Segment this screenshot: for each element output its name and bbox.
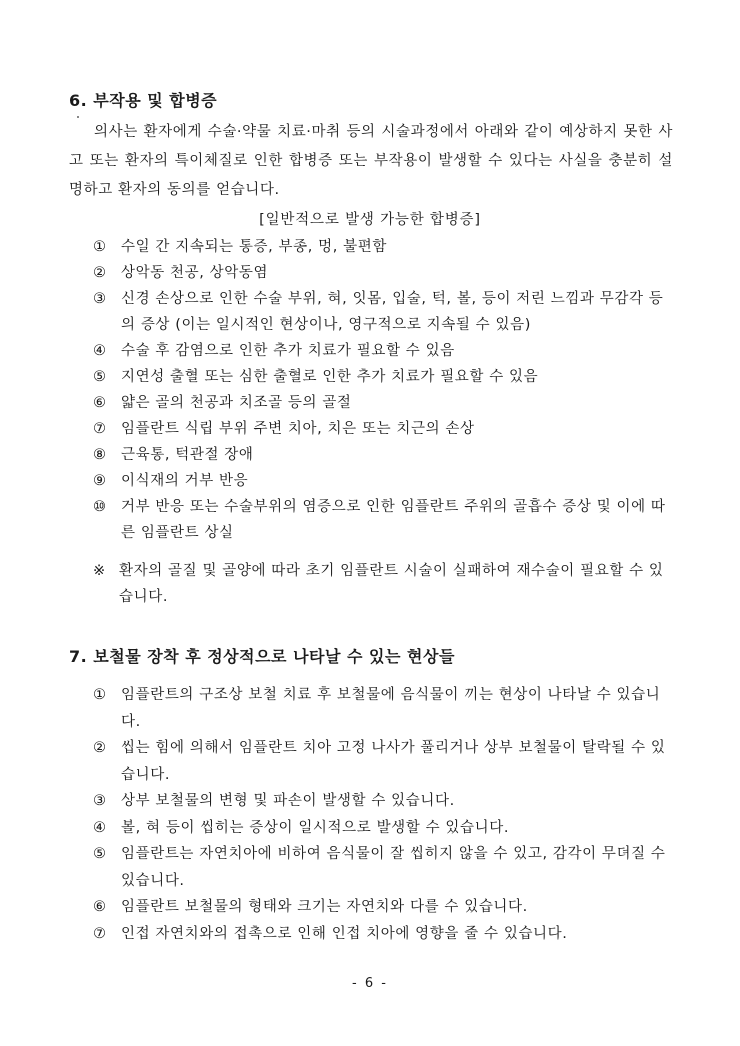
complication-item — [93, 260, 673, 286]
phenomenon-item — [93, 735, 673, 788]
complication-item — [93, 468, 673, 494]
complications-subheading: [일반적으로 발생 가능한 합병증] — [259, 212, 481, 228]
section-6-title: 6. 부작용 및 합병증 — [69, 91, 218, 110]
section-6-note — [93, 558, 673, 610]
complication-item — [93, 364, 673, 390]
phenomenon-item-text: 볼, 혀 등이 씹히는 증상이 일시적으로 발생할 수 있습니다. — [121, 819, 510, 836]
complication-item-number: ⑩ — [93, 499, 107, 515]
complication-item — [93, 494, 673, 546]
complication-item-text: 지연성 출혈 또는 심한 출혈로 인한 추가 치료가 필요할 수 있음 — [121, 369, 539, 385]
complication-item — [93, 234, 673, 260]
complication-item-number: ⑤ — [93, 369, 107, 385]
complication-item-text: 수일 간 지속되는 통증, 부종, 멍, 불편함 — [121, 239, 387, 255]
phenomenon-item-number: ① — [93, 687, 107, 703]
complication-item-text: 이식재의 거부 반응 — [121, 473, 249, 489]
normal-phenomena-list — [93, 682, 673, 947]
phenomenon-item-number: ④ — [93, 819, 107, 836]
phenomenon-item-text: 인접 자연치와의 접촉으로 인해 인접 치아에 영향을 줄 수 있습니다. — [121, 925, 568, 942]
page-number: - 6 - — [352, 976, 388, 991]
complication-item-text: 상악동 천공, 상악동염 — [121, 265, 269, 281]
complication-item-number: ⑧ — [93, 447, 107, 463]
complication-item-number: ④ — [93, 343, 107, 359]
phenomenon-item-number: ③ — [93, 793, 107, 809]
complication-item-text: 근육통, 턱관절 장애 — [121, 447, 254, 463]
complication-item-number: ① — [93, 239, 107, 255]
complication-item — [93, 442, 673, 468]
complication-item — [93, 390, 673, 416]
complication-item — [93, 286, 673, 338]
phenomenon-item — [93, 921, 673, 948]
phenomenon-item-text: 임플란트는 자연치아에 비하여 음식물이 잘 씹히지 않을 수 있고, 감각이 무뎌질 수 있습니다. — [121, 846, 666, 889]
complication-item-text: 임플란트 식립 부위 주변 치아, 치은 또는 치근의 손상 — [121, 421, 475, 437]
phenomenon-item — [93, 841, 673, 894]
complication-item-text: 신경 손상으로 인한 수술 부위, 혀, 잇몸, 입술, 턱, 볼, 등이 저린 느낌과 무감각 등의 증상 (이는 일시적인 현상이나, 영구적으로 지속될 수 있음) — [121, 291, 664, 333]
complication-item — [93, 416, 673, 442]
complication-item-number: ② — [93, 265, 107, 281]
phenomenon-item-number: ② — [93, 740, 107, 756]
complication-item-text: 얇은 골의 천공과 치조골 등의 골절 — [121, 395, 352, 411]
note-symbol: ※ — [93, 563, 106, 579]
phenomenon-item-number: ⑦ — [93, 925, 107, 942]
phenomenon-item-number: ⑤ — [93, 846, 107, 862]
complication-item-number: ③ — [93, 291, 107, 307]
phenomenon-item-text: 상부 보철물의 변형 및 파손이 발생할 수 있습니다. — [121, 793, 455, 809]
phenomenon-item-text: 임플란트의 구조상 보철 치료 후 보철물에 음식물이 끼는 현상이 나타날 수 있습니다. — [121, 687, 661, 730]
phenomenon-item-text: 임플란트 보철물의 형태와 크기는 자연치와 다를 수 있습니다. — [121, 899, 528, 915]
phenomenon-item — [93, 815, 673, 842]
complication-item-text: 수술 후 감염으로 인한 추가 치료가 필요할 수 있음 — [121, 343, 455, 359]
complications-list — [93, 234, 673, 546]
complication-item-number: ⑨ — [93, 473, 107, 489]
section-6-intro-text: 의사는 환자에게 수술·약물 치료·마취 등의 시술과정에서 아래와 같이 예상하지 못한 사고 또는 환자의 특이체질로 인한 합병증 또는 부작용이 발생할 수 있다는 사실을 충분히 설명하고 환자의 동의를 얻습니다. — [69, 124, 673, 198]
complication-item-number: ⑦ — [93, 421, 107, 437]
phenomenon-item — [93, 788, 673, 815]
phenomenon-item — [93, 682, 673, 735]
phenomenon-item-text: 씹는 힘에 의해서 임플란트 치아 고정 나사가 풀리거나 상부 보철물이 탈락될 수 있습니다. — [121, 740, 666, 783]
note-text: 환자의 골질 및 골양에 따라 초기 임플란트 시술이 실패하여 재수술이 필요할 수 있습니다. — [119, 563, 664, 605]
complication-item-number: ⑥ — [93, 395, 107, 411]
phenomenon-item — [93, 894, 673, 921]
phenomenon-item-number: ⑥ — [93, 899, 107, 915]
complication-item — [93, 338, 673, 364]
complication-item-text: 거부 반응 또는 수술부위의 염증으로 인한 임플란트 주위의 골흡수 증상 및 이에 따른 임플란트 상실 — [121, 499, 666, 541]
section-7-title: 7. 보철물 장착 후 정상적으로 나타날 수 있는 현상들 — [69, 647, 455, 666]
section-6-intro — [69, 118, 673, 205]
